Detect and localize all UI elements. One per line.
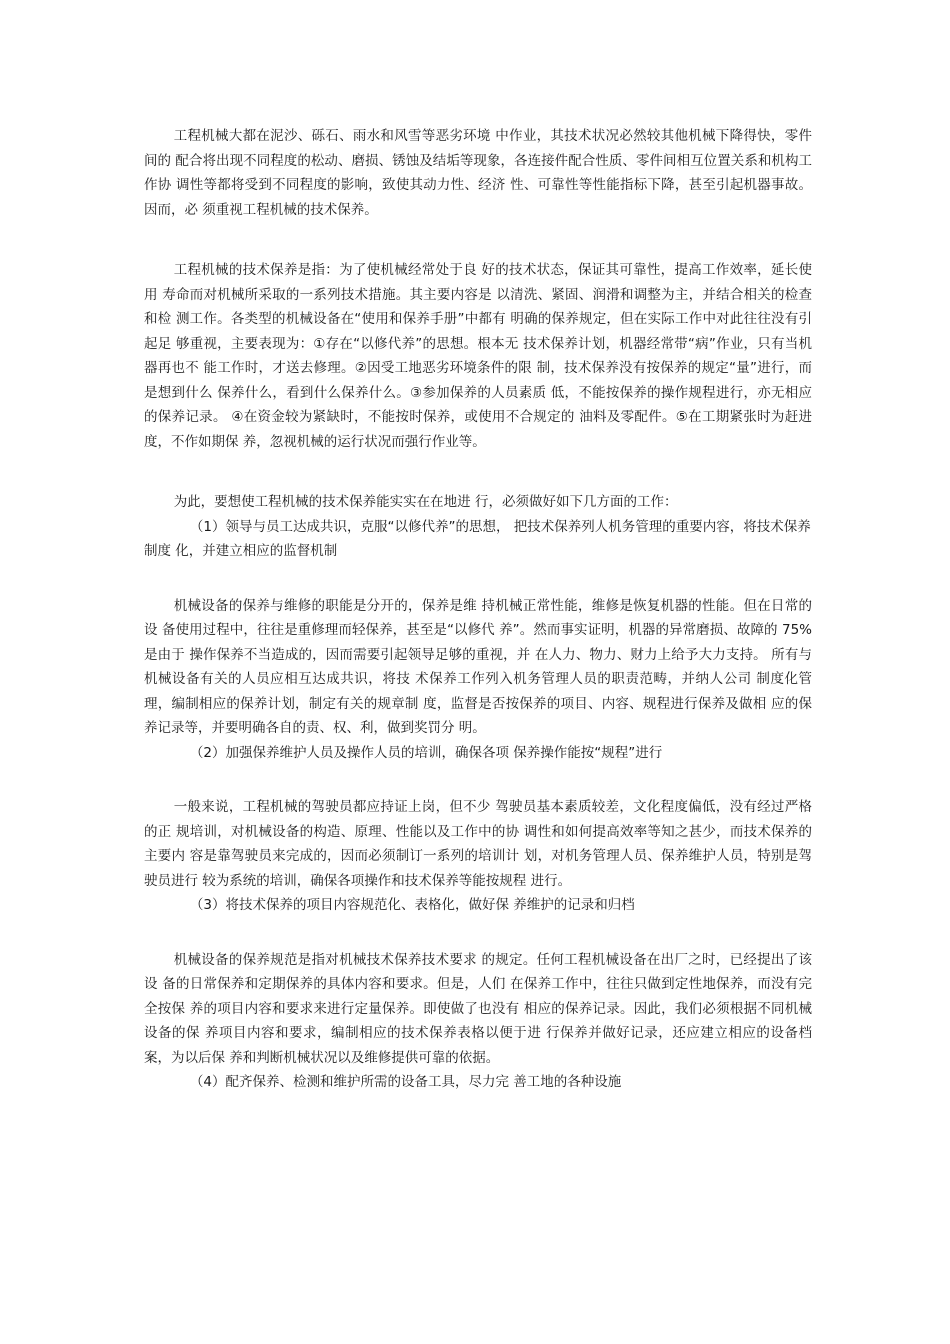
document-body [144, 124, 812, 1095]
section-heading-3: （3）将技术保养的项目内容规范化、表格化，做好保 养维护的记录和归档 [189, 897, 635, 913]
section-heading-4: （4）配齐保养、检测和维护所需的设备工具，尽力完 善工地的各种设施 [189, 1074, 622, 1090]
paragraph-section-1: 机械设备的保养与维修的职能是分开的，保养是维 持机械正常性能，维修是恢复机器的性能。但在日常的设 备使用过程中，往往是重修理而轻保养，甚至是“以修代 养”。然而事实证明，机器的异常磨损、故障的 75%是由于 操作保养不当造成的，因而需要引起领导足够的重视，并 在人力、物力、财力上给予大力支持。 所有与机械设备有关的人员应相互达成共识，将技 术保养工作列入机务管理人员的职责范畴，并纳人公司 制度化管理，编制相应的保养计划，制定有关的规章制 度，监督是否按保养的项目、内容、规程进行保养及做相 应的保养记录等，并要明确各自的责、权、利，做到奖罚分 明。 [144, 597, 812, 736]
section-heading-2: （2）加强保养维护人员及操作人员的培训，确保各项 保养操作能按“规程”进行 [189, 744, 663, 761]
paragraph-definition: 工程机械的技术保养是指：为了使机械经常处于良 好的技术状态，保证其可靠性，提高工作效率，延长使用 寿命而对机械所采取的一系列技术措施。其主要内容是 以清洗、紧固、润滑和调整为主，并结合相关的检查和检 测工作。各类型的机械设备在“使用和保养手册”中都有 明确的保养规定，但在实际工作中对此往往没有引起足 够重视，主要表现为：①存在“以修代养”的思想。根本无 技术保养计划，机器经常带“病”作业，只有当机器再也不 能工作时，才送去修理。②因受工地恶劣环境条件的限 制，技术保养没有按保养的规定“量”进行，而是想到什么 保养什么，看到什么保养什么。③参加保养的人员素质 低，不能按保养的操作规程进行，亦无相应的保养记录。 ④在资金较为紧缺时，不能按时保养，或使用不合规定的 油料及零配件。⑤在工期紧张时为赶进度，不作如期保 养，忽视机械的运行状况而强行作业等。 [144, 262, 812, 450]
paragraph-transition: 为此，要想使工程机械的技术保养能实实在在地进 行，必须做好如下几方面的工作： [173, 494, 678, 510]
paragraph-section-3: 机械设备的保养规范是指对机械技术保养技术要求 的规定。任何工程机械设备在出厂之时，已经提出了该设 备的日常保养和定期保养的具体内容和要求。但是，人们 在保养工作中，往往只做到定性地保养，而没有完全按保 养的项目内容和要求来进行定量保养。即使做了也没有 相应的保养记录。因此，我们必须根据不同机械设备的保 养项目内容和要求，编制相应的技术保养表格以便于进 行保养并做好记录，还应建立相应的设备档案，为以后保 养和判断机械状况以及维修提供可靠的依据。 [144, 951, 812, 1066]
section-heading-1: （1）领导与员工达成共识，克服“以修代养”的思想， 把技术保养列人机务管理的重要内容，将技术保养制度 化，并建立相应的监督机制 [144, 518, 811, 559]
paragraph-intro: 工程机械大都在泥沙、砾石、雨水和风雪等恶劣环境 中作业，其技术状况必然较其他机械下降得快，零件间的 配合将出现不同程度的松动、磨损、锈蚀及结垢等现象，各连接件配合性质、零件间相互位置关系和机构工作协 调性等都将受到不同程度的影响，致使其动力性、经济 性、可靠性等性能指标下降，甚至引起机器事故。因而，必 须重视工程机械的技术保养。 [144, 128, 812, 218]
paragraph-section-2: 一般来说，工程机械的驾驶员都应持证上岗，但不少 驾驶员基本素质较差，文化程度偏低，没有经过严格的正 规培训，对机械设备的构造、原理、性能以及工作中的协 调性和如何提高效率等知之甚少，而技术保养的主要内 容是靠驾驶员来完成的，因而必须制订一系列的培训计 划，对机务管理人员、保养维护人员，特别是驾驶员进行 较为系统的培训，确保各项操作和技术保养等能按规程 进行。 [144, 799, 812, 889]
